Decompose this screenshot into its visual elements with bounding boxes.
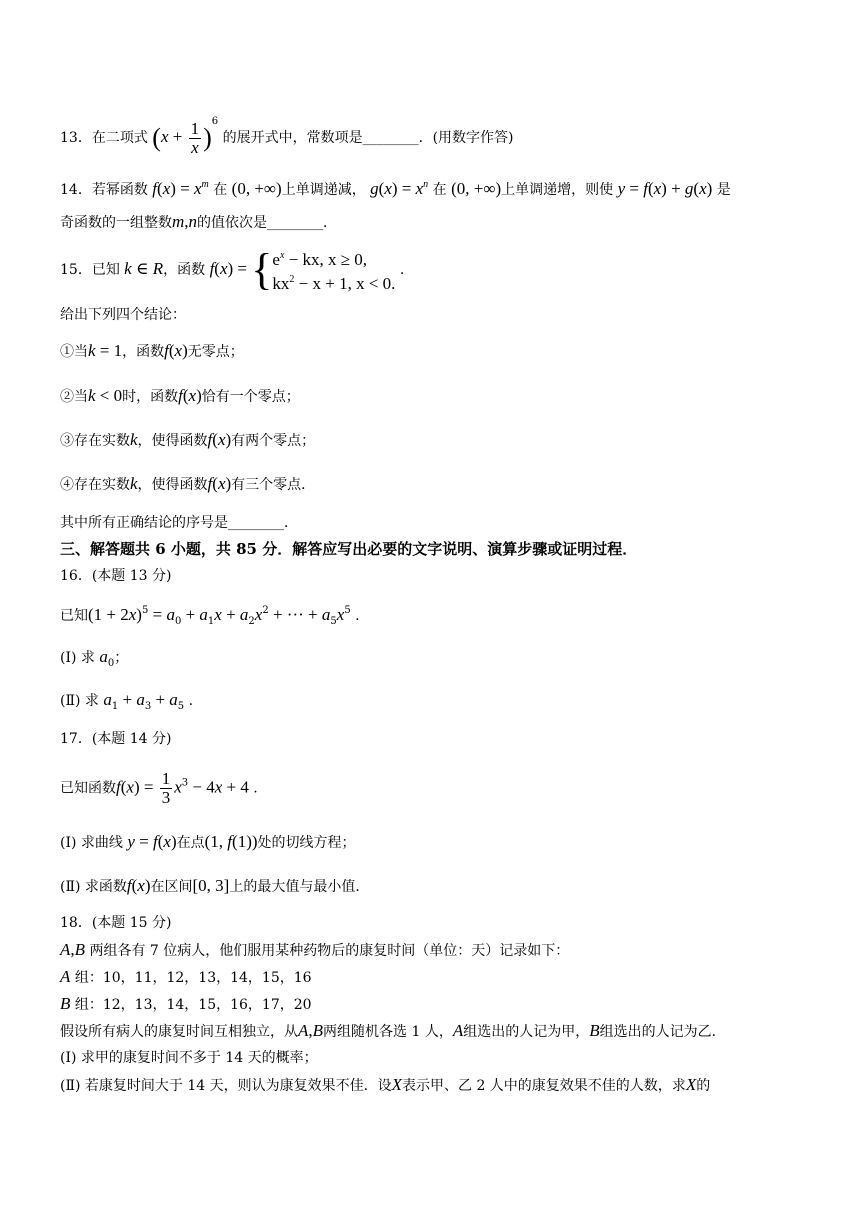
q16-ii: (Ⅱ) 求 $a_1 + a_3 + a_5$ . bbox=[60, 690, 194, 712]
q18-head: 18．(本题 15 分) bbox=[60, 915, 172, 931]
q17-ii: (Ⅱ) 求函数f(x)在区间[0, 3]上的最大值与最小值． bbox=[60, 876, 370, 895]
q13: 13．在二项式 (x + $\frac{1}{x}$ )$^6$ 的展开式中，常数项是________．(用数字作答) bbox=[60, 116, 514, 157]
q14-line1: 14．若幂函数 $f(x) = x^m$ 在 (0, +∞)上单调递减， $g(x) = x^n$ 在 (0, +∞)上单调递增，则使 y = f(x) + g(x) 是 bbox=[60, 179, 731, 198]
q15-c3: ③存在实数k，使得函数f(x)有两个零点； bbox=[60, 430, 316, 449]
q17-head: 17．(本题 14 分) bbox=[60, 731, 172, 747]
q15-c4: ④存在实数k，使得函数f(x)有三个零点． bbox=[60, 474, 316, 493]
q18-groupB: B 组：12，13，14，15，16，17，20 bbox=[60, 994, 312, 1013]
q18-groupA: A 组：10，11，12，13，14，15，16 bbox=[60, 967, 312, 986]
q15-end: 其中所有正确结论的序号是________． bbox=[60, 515, 298, 531]
q16-head: 16．(本题 13 分) bbox=[60, 568, 172, 584]
q17-i: (Ⅰ) 求曲线 y = f(x)在点(1, f(1))处的切线方程； bbox=[60, 832, 356, 851]
q16-i: (Ⅰ) 求 $a_0$； bbox=[60, 647, 129, 669]
q15-line1: 15．已知 k ∈ R，函数 f(x) = { $e^x$ − kx, x ≥ 0, $kx^2 - x + 1$, x < 0. . bbox=[60, 245, 405, 294]
q18-l4: 假设所有病人的康复时间互相独立，从A,B两组随机各选 1 人，A组选出的人记为甲，B组选出的人记为乙． bbox=[60, 1021, 726, 1040]
fraction: $\frac{1}{x}$ bbox=[190, 118, 200, 157]
q14-line2: 奇函数的一组整数m,n的值依次是________． bbox=[60, 212, 338, 231]
q18-ii: (Ⅱ) 若康复时间大于 14 天，则认为康复效果不佳．设X表示甲、乙 2 人中的康复效果不佳的人数，求X的 bbox=[60, 1075, 711, 1094]
q18-i: (Ⅰ) 求甲的康复时间不多于 14 天的概率； bbox=[60, 1050, 318, 1066]
q16-given: 已知$(1 + 2x)^5 = a_0 + a_1x + a_2x^2$ + ··· + $a_5x^5$ . bbox=[60, 605, 360, 627]
q15-intro: 给出下列四个结论： bbox=[60, 307, 186, 323]
q15-c1: ①当k = 1，函数f(x)无零点； bbox=[60, 341, 244, 360]
q18-l1: A,B 两组各有 7 位病人，他们服用某种药物后的康复时间（单位：天）记录如下： bbox=[60, 940, 570, 959]
q17-given: 已知函数f(x) = $\frac{1}{3}$ $x^3 - 4x + 4$ . bbox=[60, 769, 258, 807]
section-3-heading: 三、解答题共 6 小题，共 85 分．解答应写出必要的文字说明、演算步骤或证明过程． bbox=[60, 540, 638, 558]
q15-c2: ②当k < 0时，函数f(x)恰有一个零点； bbox=[60, 386, 300, 405]
